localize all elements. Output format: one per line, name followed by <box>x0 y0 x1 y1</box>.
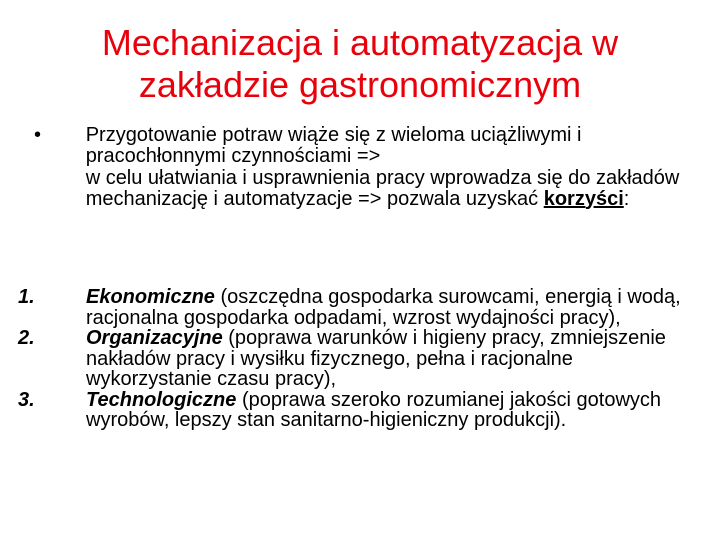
benefits-list <box>18 287 698 431</box>
list-number: 1. <box>18 286 35 308</box>
bullet-line-2-text: w celu ułatwiania i usprawnienia pracy wprowadza się do zakładów mechanizację i automatyzacje => pozwala uzyskać <box>85 167 680 210</box>
bullet-line-2-end: : <box>623 187 630 210</box>
bullet-marker: • <box>34 124 42 146</box>
list-item-text <box>86 287 690 328</box>
bullet-line-1: Przygotowanie potraw wiąże się z wieloma uciążliwymi i pracochłonnymi czynnościami => <box>85 124 582 167</box>
list-item-term: Technologiczne <box>86 388 237 411</box>
list-item-term: Ekonomiczne <box>86 286 215 308</box>
list-item <box>18 390 698 431</box>
list-number: 3. <box>18 388 35 411</box>
bullet-text <box>86 125 694 209</box>
list-item <box>18 287 698 328</box>
list-number: 2. <box>18 327 35 349</box>
bullet-row <box>34 125 694 209</box>
benefits-keyword: korzyści <box>543 187 624 210</box>
list-item-description: (poprawa szeroko rozumianej jakości gotowych wyrobów, lepszy stan sanitarno-higieniczny produkcji). <box>86 388 662 431</box>
list-item-text <box>86 390 690 431</box>
list-item-description: (poprawa warunków i higieny pracy, zmniejszenie nakładów pracy i wysiłku fizycznego, pełna i racjonalne wykorzystanie czasu pracy), <box>86 327 666 390</box>
list-item-text <box>86 328 690 390</box>
list-item-term: Organizacyjne <box>86 327 223 349</box>
list-item-description: (oszczędna gospodarka surowcami, energią i wodą, racjonalna gospodarka odpadami, wzrost wydajności pracy), <box>86 286 681 329</box>
bullet-paragraph <box>34 125 694 209</box>
slide-title: Mechanizacja i automatyzacja w zakładzie gastronomicznym <box>101 22 619 105</box>
list-item <box>18 328 698 390</box>
bullet-line-2 <box>86 168 694 209</box>
